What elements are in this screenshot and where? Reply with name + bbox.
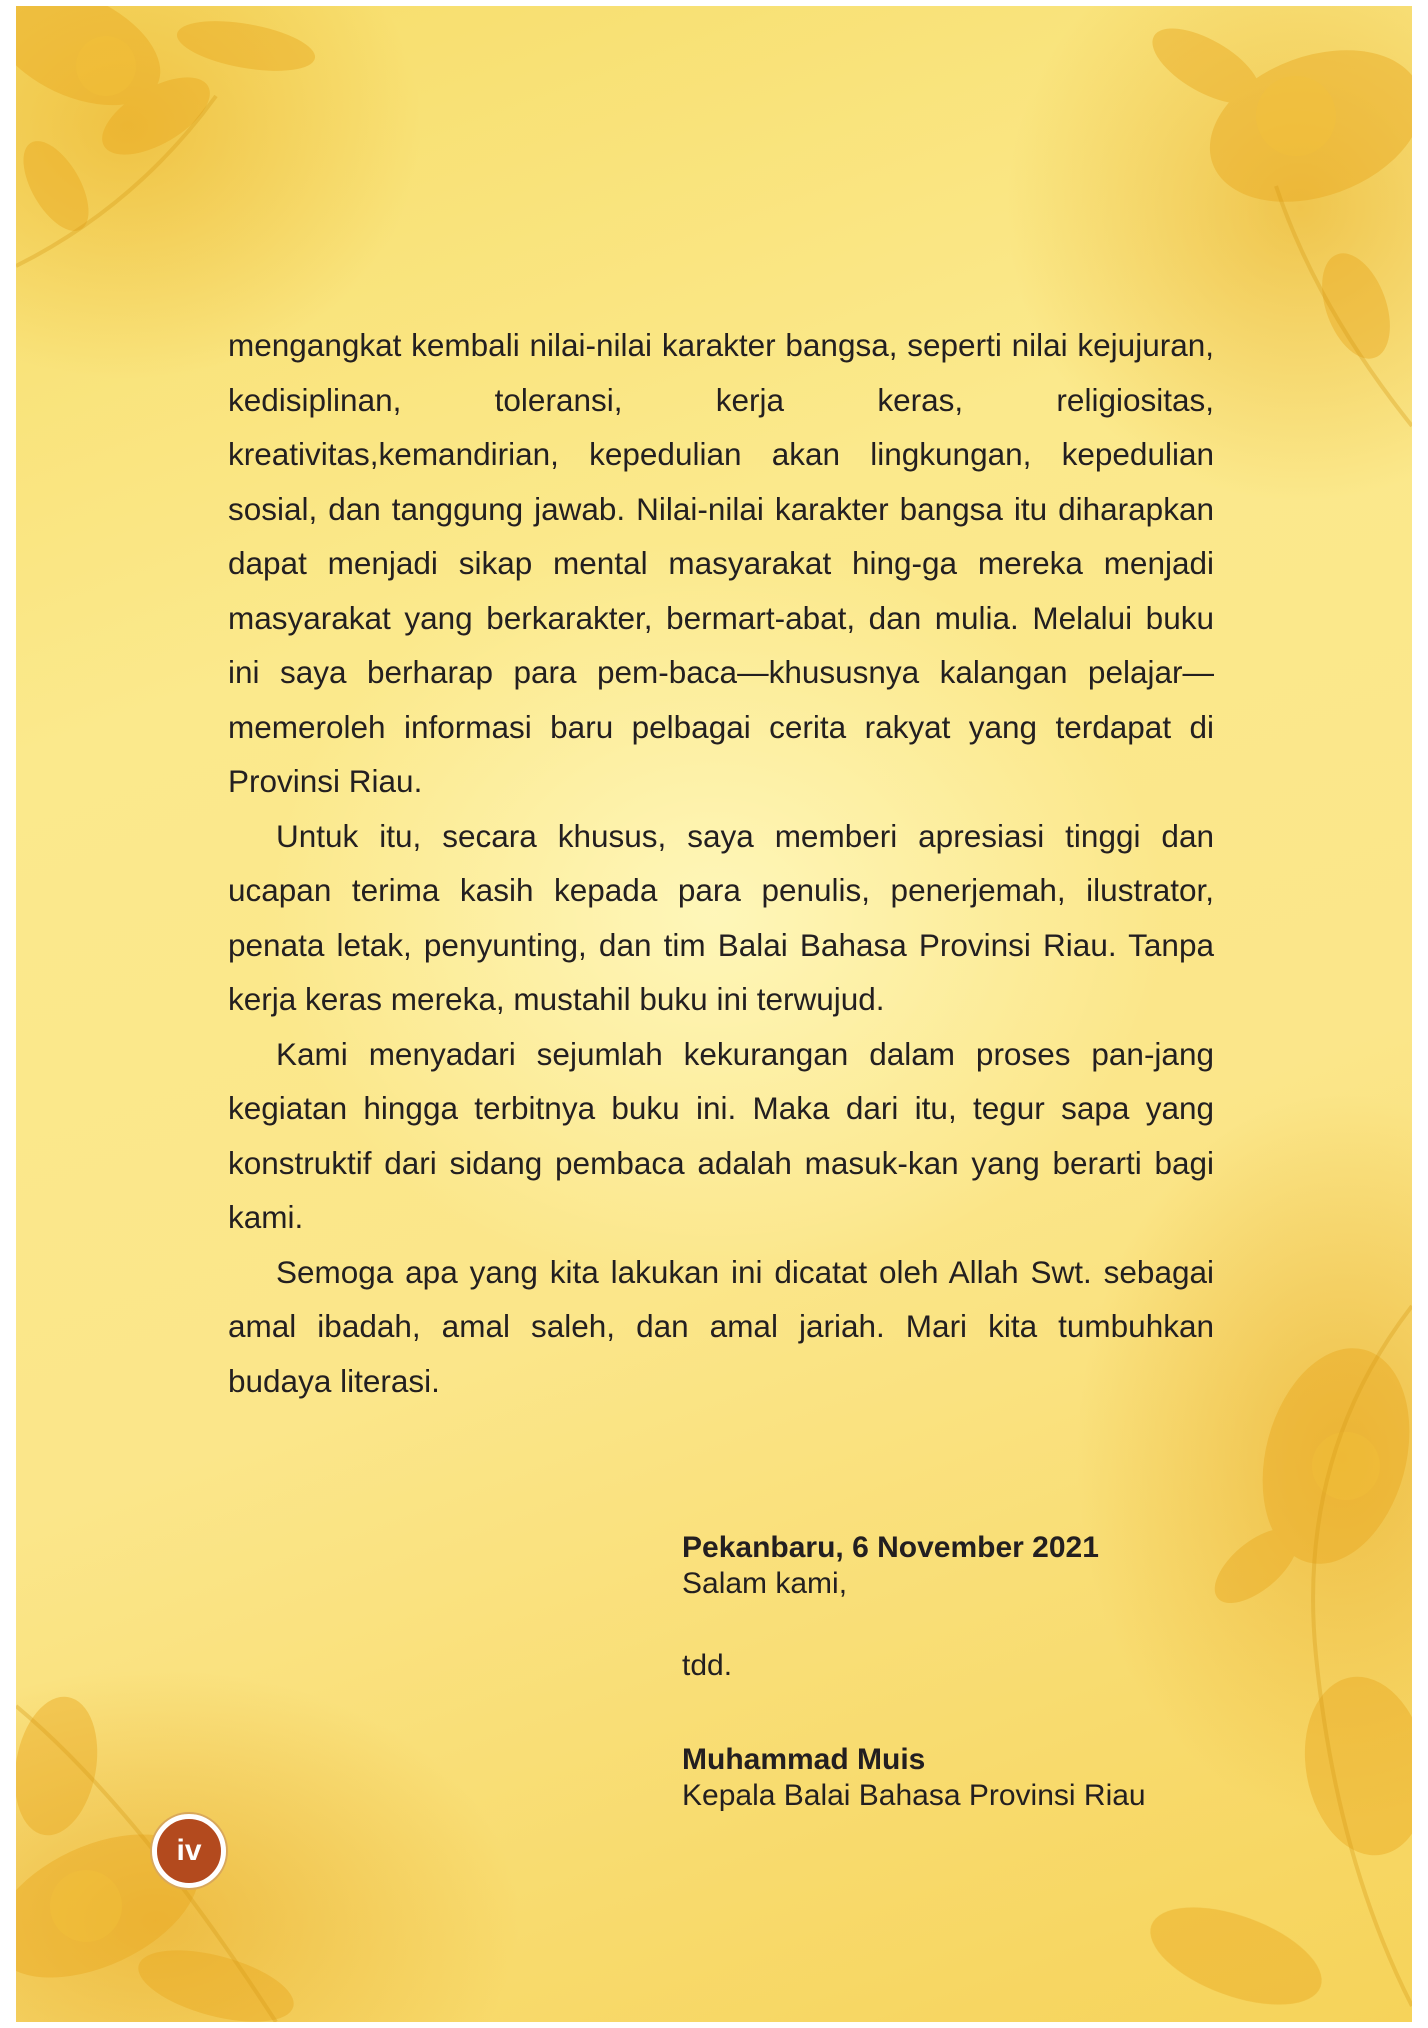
signature-greeting: Salam kami, xyxy=(682,1567,848,1600)
body-paragraph: Untuk itu, secara khusus, saya memberi apresiasi tinggi dan ucapan terima kasih kepada para penulis, penerjemah, ilustrator, penata letak, penyunting, dan tim Balai Bahasa Provinsi Riau. Tanpa kerja keras mereka, mustahil buku ini terwujud. xyxy=(228,817,1214,1017)
body-text xyxy=(228,318,1214,1408)
signature-title: Kepala Balai Bahasa Provinsi Riau xyxy=(682,1779,1146,1812)
body-paragraph: Kami menyadari sejumlah kekurangan dalam proses pan-jang kegiatan hingga terbitnya buku ini. Maka dari itu, tegur sapa yang konstruktif dari sidang pembaca adalah masuk-kan yang berarti bagi kami. xyxy=(228,1035,1214,1235)
body-paragraph: Semoga apa yang kita lakukan ini dicatat oleh Allah Swt. sebagai amal ibadah, amal saleh, dan amal jariah. Mari kita tumbuhkan budaya literasi. xyxy=(228,1253,1214,1399)
signature-block xyxy=(682,1530,1242,1814)
signature-tdd: tdd. xyxy=(682,1649,733,1682)
signature-place-date: Pekanbaru, 6 November 2021 xyxy=(682,1531,1099,1564)
page-number-badge: iv xyxy=(152,1814,226,1888)
signature-name: Muhammad Muis xyxy=(682,1743,926,1776)
body-paragraph: mengangkat kembali nilai-nilai karakter bangsa, seperti nilai kejujuran, kedisiplinan, toleransi, kerja keras, religiositas, kreativitas,kemandirian, kepedulian akan lingkungan, kepedulian sosial, dan tanggung jawab. Nilai-nilai karakter bangsa itu diharapkan dapat menjadi sikap mental masyarakat hing-ga mereka menjadi masyarakat yang berkarakter, bermart-abat, dan mulia. Melalui buku ini saya berharap para pem-baca—khususnya kalangan pelajar—memeroleh informasi baru pelbagai cerita rakyat yang terdapat di Provinsi Riau. xyxy=(228,327,1214,799)
book-page xyxy=(16,6,1412,2022)
